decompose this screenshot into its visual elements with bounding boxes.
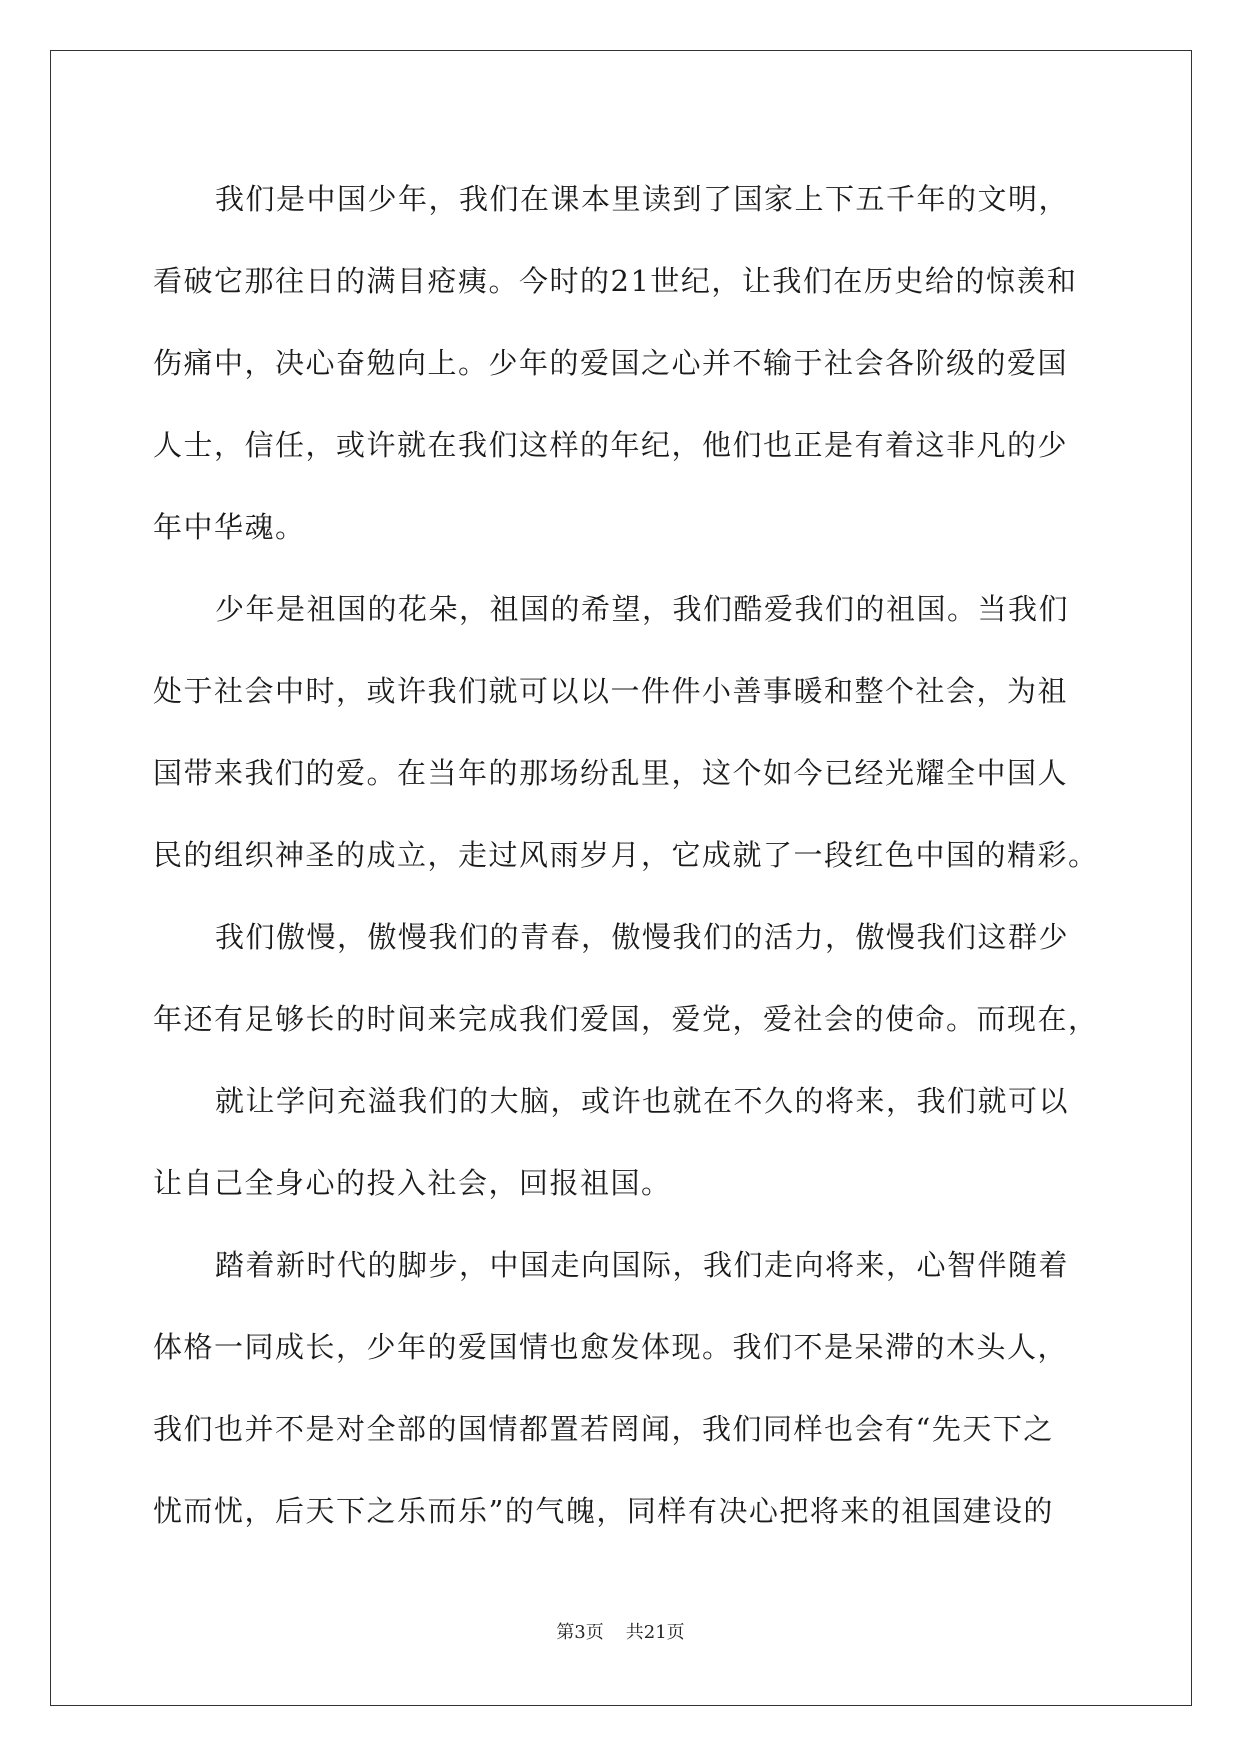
text-line: 我们傲慢，傲慢我们的青春，傲慢我们的活力，傲慢我们这群少 bbox=[215, 920, 1070, 954]
text-line: 人士，信任，或许就在我们这样的年纪，他们也正是有着这非凡的少 bbox=[153, 428, 1069, 462]
text-line: 体格一同成长，少年的爱国情也愈发体现。我们不是呆滞的木头人， bbox=[153, 1330, 1069, 1364]
text-line: 民的组织神圣的成立，走过风雨岁月，它成就了一段红色中国的精彩。 bbox=[153, 838, 1099, 872]
text-line: 少年是祖国的花朵，祖国的希望，我们酷爱我们的祖国。当我们 bbox=[215, 592, 1070, 626]
text-line: 我们是中国少年，我们在课本里读到了国家上下五千年的文明， bbox=[215, 182, 1070, 216]
page-number: 第3页 bbox=[556, 1622, 604, 1643]
text-line: 我们也并不是对全部的国情都置若罔闻，我们同样也会有“先天下之 bbox=[153, 1412, 1054, 1446]
text-line: 让自己全身心的投入社会，回报祖国。 bbox=[153, 1166, 672, 1200]
text-line: 看破它那往日的满目疮痍。今时的21世纪，让我们在历史给的惊羡和 bbox=[153, 264, 1078, 298]
text-line: 踏着新时代的脚步，中国走向国际，我们走向将来，心智伴随着 bbox=[215, 1248, 1070, 1282]
document-body bbox=[153, 158, 1099, 1552]
text-line: 国带来我们的爱。在当年的那场纷乱里，这个如今已经光耀全中国人 bbox=[153, 756, 1069, 790]
text-line: 就让学问充溢我们的大脑，或许也就在不久的将来，我们就可以 bbox=[215, 1084, 1070, 1118]
text-line: 处于社会中时，或许我们就可以以一件件小善事暖和整个社会，为祖 bbox=[153, 674, 1069, 708]
text-line: 年还有足够长的时间来完成我们爱国，爱党，爱社会的使命。而现在， bbox=[153, 1002, 1099, 1036]
page-footer bbox=[0, 1618, 1241, 1644]
text-line: 年中华魂。 bbox=[153, 510, 306, 544]
page-total: 共21页 bbox=[625, 1622, 685, 1643]
text-line: 忧而忧，后天下之乐而乐”的气魄，同样有决心把将来的祖国建设的 bbox=[153, 1494, 1054, 1528]
text-line: 伤痛中，决心奋勉向上。少年的爱国之心并不输于社会各阶级的爱国 bbox=[153, 346, 1069, 380]
